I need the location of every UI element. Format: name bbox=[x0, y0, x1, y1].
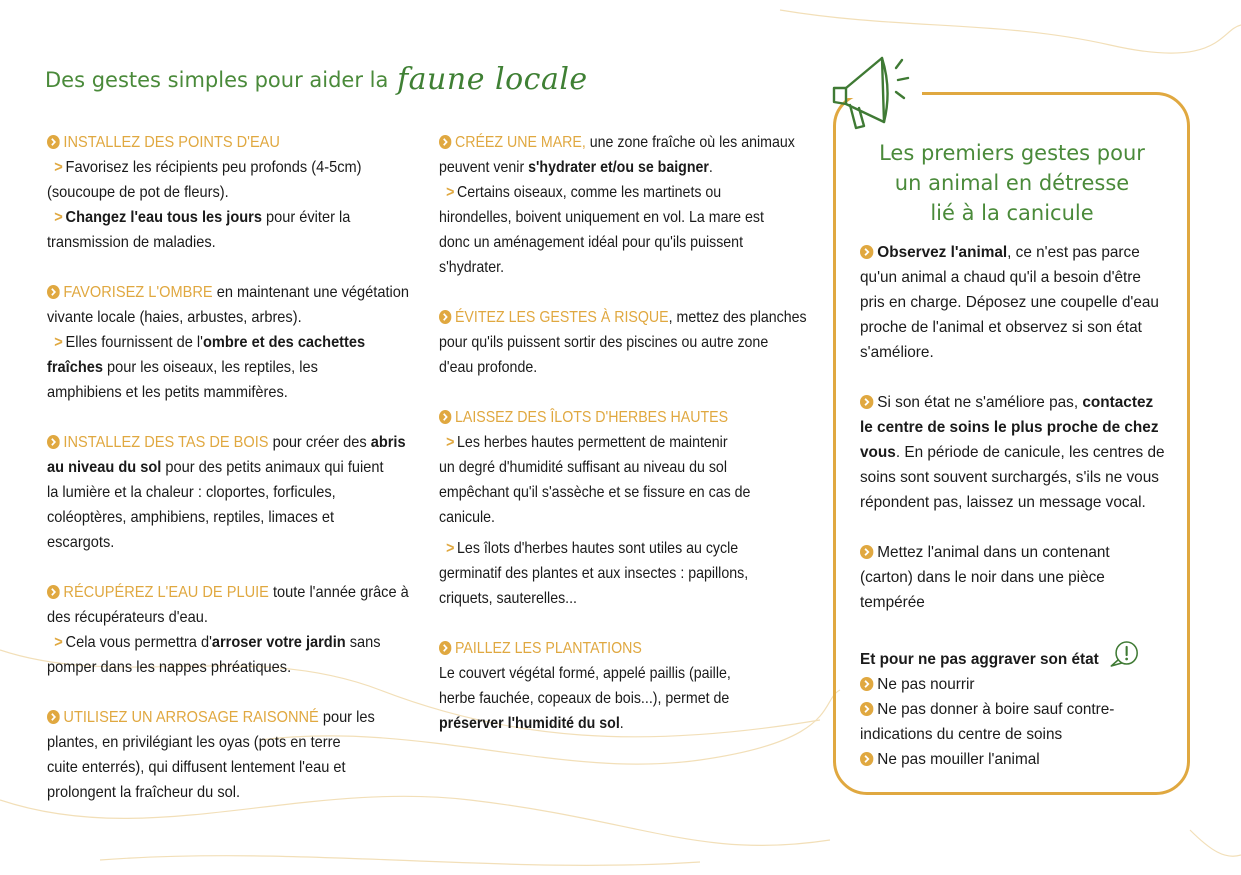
tip-text: amphibiens et les petits mammifères. bbox=[47, 384, 288, 401]
chevron-circle-icon bbox=[47, 710, 63, 724]
card-text: qu'un animal a chaud qu'il a besoin d'être bbox=[860, 269, 1141, 286]
headline-prefix: Des gestes simples pour aider la bbox=[45, 68, 389, 92]
tip-text: hirondelles, boivent uniquement en vol. La mare est bbox=[439, 209, 764, 226]
tip-text: . bbox=[708, 159, 713, 176]
chevron-right-icon: > bbox=[446, 434, 455, 451]
tip-text: cuite enterrés), qui diffusent lentement l'eau et bbox=[47, 759, 346, 776]
tip-text: escargots. bbox=[47, 534, 115, 551]
wave-line bbox=[780, 10, 1241, 53]
card-text: Mettez l'animal dans un contenant bbox=[877, 544, 1110, 561]
card-title-line: Les premiers gestes pour bbox=[879, 141, 1145, 165]
wave-line bbox=[1190, 830, 1241, 856]
chevron-circle-icon bbox=[860, 395, 877, 409]
tip-heading: UTILISEZ UN ARROSAGE RAISONNÉ bbox=[63, 709, 319, 726]
chevron-circle-icon bbox=[47, 435, 63, 449]
tip-text: Favorisez les récipients peu profonds (4-5cm) bbox=[65, 159, 362, 176]
tip-heading: PAILLEZ LES PLANTATIONS bbox=[454, 640, 642, 657]
tip-text-bold: préserver l'humidité du sol bbox=[439, 715, 620, 732]
card-text: tempérée bbox=[860, 594, 925, 611]
tip-text: pour les oiseaux, les reptiles, les bbox=[102, 359, 318, 376]
tip-text: pour créer des bbox=[268, 434, 371, 451]
card-text-bold: Observez l'animal bbox=[877, 244, 1008, 261]
tip-text: un degré d'humidité suffisant au niveau du sol bbox=[439, 459, 727, 476]
column-left bbox=[47, 130, 409, 830]
tip-text-bold: ombre et des cachettes bbox=[202, 334, 366, 351]
column-middle bbox=[439, 130, 807, 761]
chevron-circle-icon bbox=[439, 410, 455, 424]
tip-text: pour des petits animaux qui fuient bbox=[161, 459, 384, 476]
card-title bbox=[836, 138, 1188, 228]
chevron-circle-icon bbox=[439, 310, 455, 324]
tip-text: canicule. bbox=[439, 509, 496, 526]
tip-text: pour qu'ils puissent sortir des piscines ou autre zone bbox=[439, 334, 769, 351]
card-list-item: Ne pas mouiller l'animal bbox=[877, 751, 1040, 768]
tip-text: , mettez des planches bbox=[668, 309, 807, 326]
chevron-circle-icon bbox=[860, 752, 877, 766]
card-text-bold: contactez bbox=[1082, 394, 1154, 411]
tip-text-bold: arroser votre jardin bbox=[211, 634, 346, 651]
tip-text: s'hydrater. bbox=[439, 259, 505, 276]
tip-heading: FAVORISEZ L'OMBRE bbox=[63, 284, 213, 301]
card-list-item: Ne pas nourrir bbox=[877, 676, 975, 693]
card-text-bold: vous bbox=[860, 444, 896, 461]
card-text-bold: le centre de soins le plus proche de chez bbox=[860, 419, 1159, 436]
tip-heading: INSTALLEZ DES POINTS D'EAU bbox=[63, 134, 280, 151]
chevron-right-icon: > bbox=[446, 540, 455, 557]
tip-heading: LAISSEZ DES ÎLOTS D'HERBES HAUTES bbox=[454, 409, 729, 426]
card-text: , ce n'est pas parce bbox=[1007, 244, 1140, 261]
megaphone-icon bbox=[826, 50, 922, 134]
card-text: s'améliore. bbox=[860, 344, 934, 361]
card-title-line: un animal en détresse bbox=[894, 171, 1130, 195]
tip-text-bold: fraîches bbox=[47, 359, 103, 376]
tip-text: peuvent venir bbox=[439, 159, 529, 176]
tip-text: herbe fauchée, copeaux de bois...), permet de bbox=[439, 690, 730, 707]
tip-heading: CRÉEZ UNE MARE, bbox=[454, 134, 586, 151]
tip-text: donc un aménagement idéal pour qu'ils puissent bbox=[439, 234, 744, 251]
chevron-circle-icon bbox=[439, 641, 455, 655]
tip-tas-de-bois bbox=[47, 430, 406, 555]
chevron-right-icon: > bbox=[446, 184, 455, 201]
tip-text: (soucoupe de pot de fleurs). bbox=[47, 184, 229, 201]
tip-text-bold: s'hydrater et/ou se baigner bbox=[528, 159, 709, 176]
tip-text: germinatif des plantes et aux insectes : papillons, bbox=[439, 565, 749, 582]
tip-text: prolongent la fraîcheur du sol. bbox=[47, 784, 241, 801]
card-text: répondent pas, laissez un message vocal. bbox=[860, 494, 1146, 511]
chevron-circle-icon bbox=[47, 285, 63, 299]
chevron-circle-icon bbox=[860, 677, 877, 691]
tip-eau-de-pluie bbox=[47, 580, 409, 680]
tip-text: Le couvert végétal formé, appelé paillis (paille, bbox=[439, 665, 731, 682]
chevron-circle-icon bbox=[860, 702, 877, 716]
tip-text: pour les bbox=[318, 709, 375, 726]
tip-text: Elles fournissent de l' bbox=[65, 334, 203, 351]
card-list-item: Ne pas donner à boire sauf contre- bbox=[877, 701, 1115, 718]
tip-text: transmission de maladies. bbox=[47, 234, 216, 251]
tip-heading: RÉCUPÉREZ L'EAU DE PLUIE bbox=[63, 584, 269, 601]
tip-gestes-risque bbox=[439, 305, 807, 380]
card-text: (carton) dans le noir dans une pièce bbox=[860, 569, 1105, 586]
tip-points-eau bbox=[47, 130, 386, 255]
chevron-circle-icon bbox=[439, 135, 455, 149]
tip-arrosage bbox=[47, 705, 386, 805]
tip-text: une zone fraîche où les animaux bbox=[585, 134, 795, 151]
tip-text: sans bbox=[345, 634, 381, 651]
headline-script: faune locale bbox=[397, 62, 588, 97]
tip-text: en maintenant une végétation bbox=[212, 284, 409, 301]
card-text: Si son état ne s'améliore pas, bbox=[877, 394, 1083, 411]
page-headline bbox=[45, 60, 588, 95]
chevron-right-icon: > bbox=[54, 209, 63, 226]
tip-heading: ÉVITEZ LES GESTES À RISQUE bbox=[454, 309, 669, 326]
tip-text: vivante locale (haies, arbustes, arbres). bbox=[47, 309, 302, 326]
chevron-circle-icon bbox=[47, 135, 63, 149]
tip-paillis bbox=[439, 636, 769, 736]
wave-line bbox=[100, 856, 700, 866]
tip-heading: INSTALLEZ DES TAS DE BOIS bbox=[63, 434, 269, 451]
chevron-right-icon: > bbox=[54, 159, 63, 176]
tip-text: Les îlots d'herbes hautes sont utiles au cycle bbox=[457, 540, 739, 557]
tip-text: pomper dans les nappes phréatiques. bbox=[47, 659, 292, 676]
tip-text: Les herbes hautes permettent de maintenir bbox=[457, 434, 728, 451]
card-step-observe bbox=[860, 240, 1157, 365]
card-text: proche de l'animal et observez si son état bbox=[860, 319, 1142, 336]
tip-text-bold: abris bbox=[370, 434, 406, 451]
tip-text: la lumière et la chaleur : cloportes, forficules, bbox=[47, 484, 336, 501]
tip-text: . bbox=[619, 715, 624, 732]
tip-text: Certains oiseaux, comme les martinets ou bbox=[457, 184, 722, 201]
chevron-circle-icon bbox=[860, 245, 877, 259]
card-list-item: indications du centre de soins bbox=[860, 726, 1063, 743]
card-title-line: lié à la canicule bbox=[930, 201, 1094, 225]
tip-text: Cela vous permettra d' bbox=[65, 634, 212, 651]
tip-ombre bbox=[47, 280, 409, 405]
card-step-contact bbox=[860, 390, 1165, 515]
tip-text-bold: au niveau du sol bbox=[47, 459, 162, 476]
card-list-heading: Et pour ne pas aggraver son état bbox=[860, 651, 1099, 668]
tip-text: plantes, en privilégiant les oyas (pots en terre bbox=[47, 734, 341, 751]
tip-mare bbox=[439, 130, 795, 280]
tip-text-bold: Changez l'eau tous les jours bbox=[65, 209, 262, 226]
chevron-right-icon: > bbox=[54, 334, 63, 351]
chevron-circle-icon bbox=[860, 545, 877, 559]
tip-text: pour éviter la bbox=[261, 209, 351, 226]
tip-text: coléoptères, amphibiens, reptiles, limaces et bbox=[47, 509, 335, 526]
tip-text: criquets, sauterelles... bbox=[439, 590, 577, 607]
card-dont-list bbox=[860, 640, 1157, 772]
card-body bbox=[860, 240, 1165, 797]
card-step-contenant bbox=[860, 540, 1157, 615]
tip-text: d'eau profonde. bbox=[439, 359, 538, 376]
tip-text: empêchant qu'il s'assèche et se fissure en cas de bbox=[439, 484, 751, 501]
alert-bubble-icon bbox=[1108, 640, 1141, 670]
card-text: pris en charge. Déposez une coupelle d'eau bbox=[860, 294, 1159, 311]
chevron-circle-icon bbox=[47, 585, 63, 599]
card-text: soins sont souvent surchargés, s'ils ne vous bbox=[860, 469, 1159, 486]
chevron-right-icon: > bbox=[54, 634, 63, 651]
tip-ilots-herbes bbox=[439, 405, 769, 611]
tip-text: des récupérateurs d'eau. bbox=[47, 609, 208, 626]
tip-text: toute l'année grâce à bbox=[268, 584, 409, 601]
card-text: . En période de canicule, les centres de bbox=[895, 444, 1165, 461]
